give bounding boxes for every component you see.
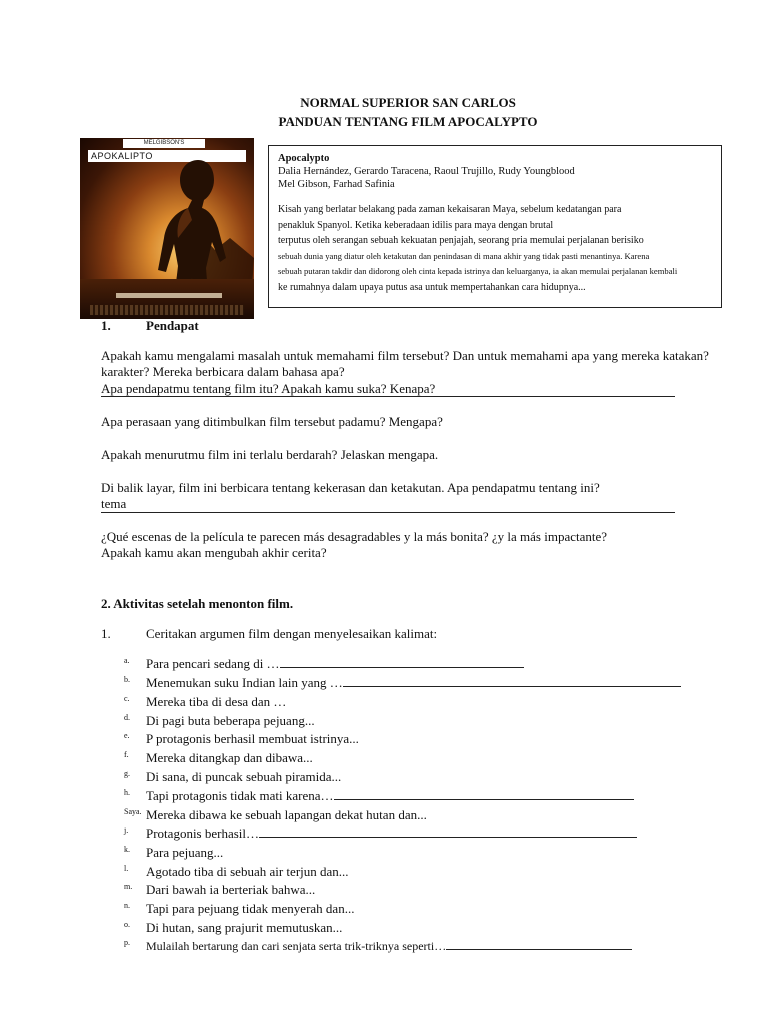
fill-in-blank[interactable]: [446, 938, 632, 950]
section-heading: 2. Aktivitas setelah menonton film.: [101, 596, 294, 611]
item-text: [146, 656, 524, 672]
synopsis-line: sebuah putaran takdir dan didorong oleh cinta kepada istrinya dan keluarganya, ia akan memulai perjalanan kembali: [278, 266, 678, 276]
item-text: Di pagi buta beberapa pejuang...: [146, 713, 315, 728]
item-letter: e.: [124, 731, 130, 740]
question-line: Apa perasaan yang ditimbulkan film tersebut padamu? Mengapa?: [101, 414, 443, 429]
synopsis-line: ke rumahnya dalam upaya putus asa untuk mempertahankan cara hidupnya...: [278, 281, 586, 293]
item-text: [146, 788, 634, 804]
item-letter: b.: [124, 675, 130, 684]
fill-in-blank[interactable]: [334, 788, 634, 800]
question-line: ¿Qué escenas de la película te parecen más desagradables y la más bonita? ¿y la más impactante?: [101, 529, 608, 544]
item-letter: p.: [124, 938, 130, 947]
poster-fineprint: [90, 305, 244, 315]
cast-line: Dalia Hernández, Gerardo Taracena, Raoul Trujillo, Rudy Youngblood: [278, 166, 575, 177]
synopsis-line: penakluk Spanyol. Ketika keberadaan idilis para maya dengan brutal: [278, 219, 554, 231]
fill-in-blank[interactable]: [343, 675, 681, 687]
item-text: [146, 675, 681, 691]
question-line: Apakah menurutmu film ini terlalu berdarah? Jelaskan mengapa.: [101, 447, 439, 462]
question-line: Apakah kamu mengalami masalah untuk memahami film tersebut? Dan untuk memahami apa yang mereka katakan?: [101, 348, 709, 363]
item-letter: k.: [124, 845, 130, 854]
item-text: Dari bawah ia berteriak bahwa...: [146, 882, 316, 897]
item-text-content: Tapi protagonis tidak mati karena…: [146, 788, 334, 803]
item-text: Mereka tiba di desa dan …: [146, 694, 287, 709]
item-text: Di sana, di puncak sebuah piramida...: [146, 769, 342, 784]
item-text: Agotado tiba di sebuah air terjun dan...: [146, 864, 349, 879]
item-letter: h.: [124, 788, 130, 797]
fill-in-blank[interactable]: [259, 826, 637, 838]
question-line: Di balik layar, film ini berbicara tentang kekerasan dan ketakutan. Apa pendapatmu tentang ini?: [101, 480, 600, 495]
item-text: Tapi para pejuang tidak menyerah dan...: [146, 901, 355, 916]
synopsis-box: [268, 145, 722, 308]
item-text: Mereka ditangkap dan dibawa...: [146, 750, 313, 765]
synopsis-paragraph: [278, 202, 712, 295]
question-line: tema: [101, 496, 127, 511]
movie-poster: [80, 138, 254, 319]
item-letter: Saya.: [124, 807, 142, 816]
item-text-content: Para pencari sedang di …: [146, 656, 280, 671]
item-text: Mereka dibawa ke sebuah lapangan dekat hutan dan...: [146, 807, 427, 822]
item-letter: n.: [124, 901, 130, 910]
section-heading: Pendapat: [146, 318, 199, 333]
synopsis-line: terputus oleh serangan sebuah kekuatan penjajah, seorang pria memulai perjalanan berisiko: [278, 235, 644, 246]
item-letter: o.: [124, 920, 130, 929]
question-line: karakter? Mereka berbicara dalam bahasa apa?: [101, 364, 345, 379]
item-text: Di hutan, sang prajurit memutuskan...: [146, 920, 343, 935]
item-letter: a.: [124, 656, 130, 665]
item-letter: j.: [124, 826, 129, 835]
answer-line: [101, 396, 675, 397]
item-text: [146, 826, 637, 842]
section-number: 1.: [101, 318, 111, 333]
item-text: [146, 938, 632, 954]
document-subtitle: PANDUAN TENTANG FILM APOCALYPTO: [278, 114, 538, 129]
answer-line: [101, 512, 675, 513]
item-text-content: Menemukan suku Indian lain yang …: [146, 675, 343, 690]
cast-line: Mel Gibson, Farhad Safinia: [278, 179, 395, 190]
item-text-content: Protagonis berhasil…: [146, 826, 260, 841]
question-line: Apa pendapatmu tentang film itu? Apakah kamu suka? Kenapa?: [101, 381, 436, 396]
poster-credits: [116, 293, 222, 298]
item-letter: d.: [124, 713, 130, 722]
exercise-number: 1.: [101, 626, 111, 641]
item-letter: f.: [124, 750, 129, 759]
item-letter: g.: [124, 769, 130, 778]
exercise-instruction: Ceritakan argumen film dengan menyelesaikan kalimat:: [146, 626, 438, 641]
synopsis-line: sebuah dunia yang diatur oleh ketakutan dan penindasan di mana akhir yang tidak pasti menantinya. Karena: [278, 250, 650, 261]
item-text-content: Mulailah bertarung dan cari senjata serta trik-triknya seperti…: [146, 939, 447, 953]
document-title: NORMAL SUPERIOR SAN CARLOS: [300, 95, 516, 110]
item-text: Para pejuang...: [146, 845, 224, 860]
poster-brand: MELGIBSON'S: [123, 139, 205, 148]
item-letter: l.: [124, 864, 129, 873]
item-letter: c.: [124, 694, 130, 703]
movie-title: Apocalypto: [278, 153, 330, 164]
synopsis-line: Kisah yang berlatar belakang pada zaman kekaisaran Maya, sebelum kedatangan para: [278, 204, 622, 215]
item-letter: m.: [124, 882, 133, 891]
item-text: P protagonis berhasil membuat istrinya...: [146, 731, 359, 746]
poster-name: APOKALIPTO: [88, 150, 246, 162]
fill-in-blank[interactable]: [280, 656, 524, 668]
question-line: Apakah kamu akan mengubah akhir cerita?: [101, 545, 327, 560]
